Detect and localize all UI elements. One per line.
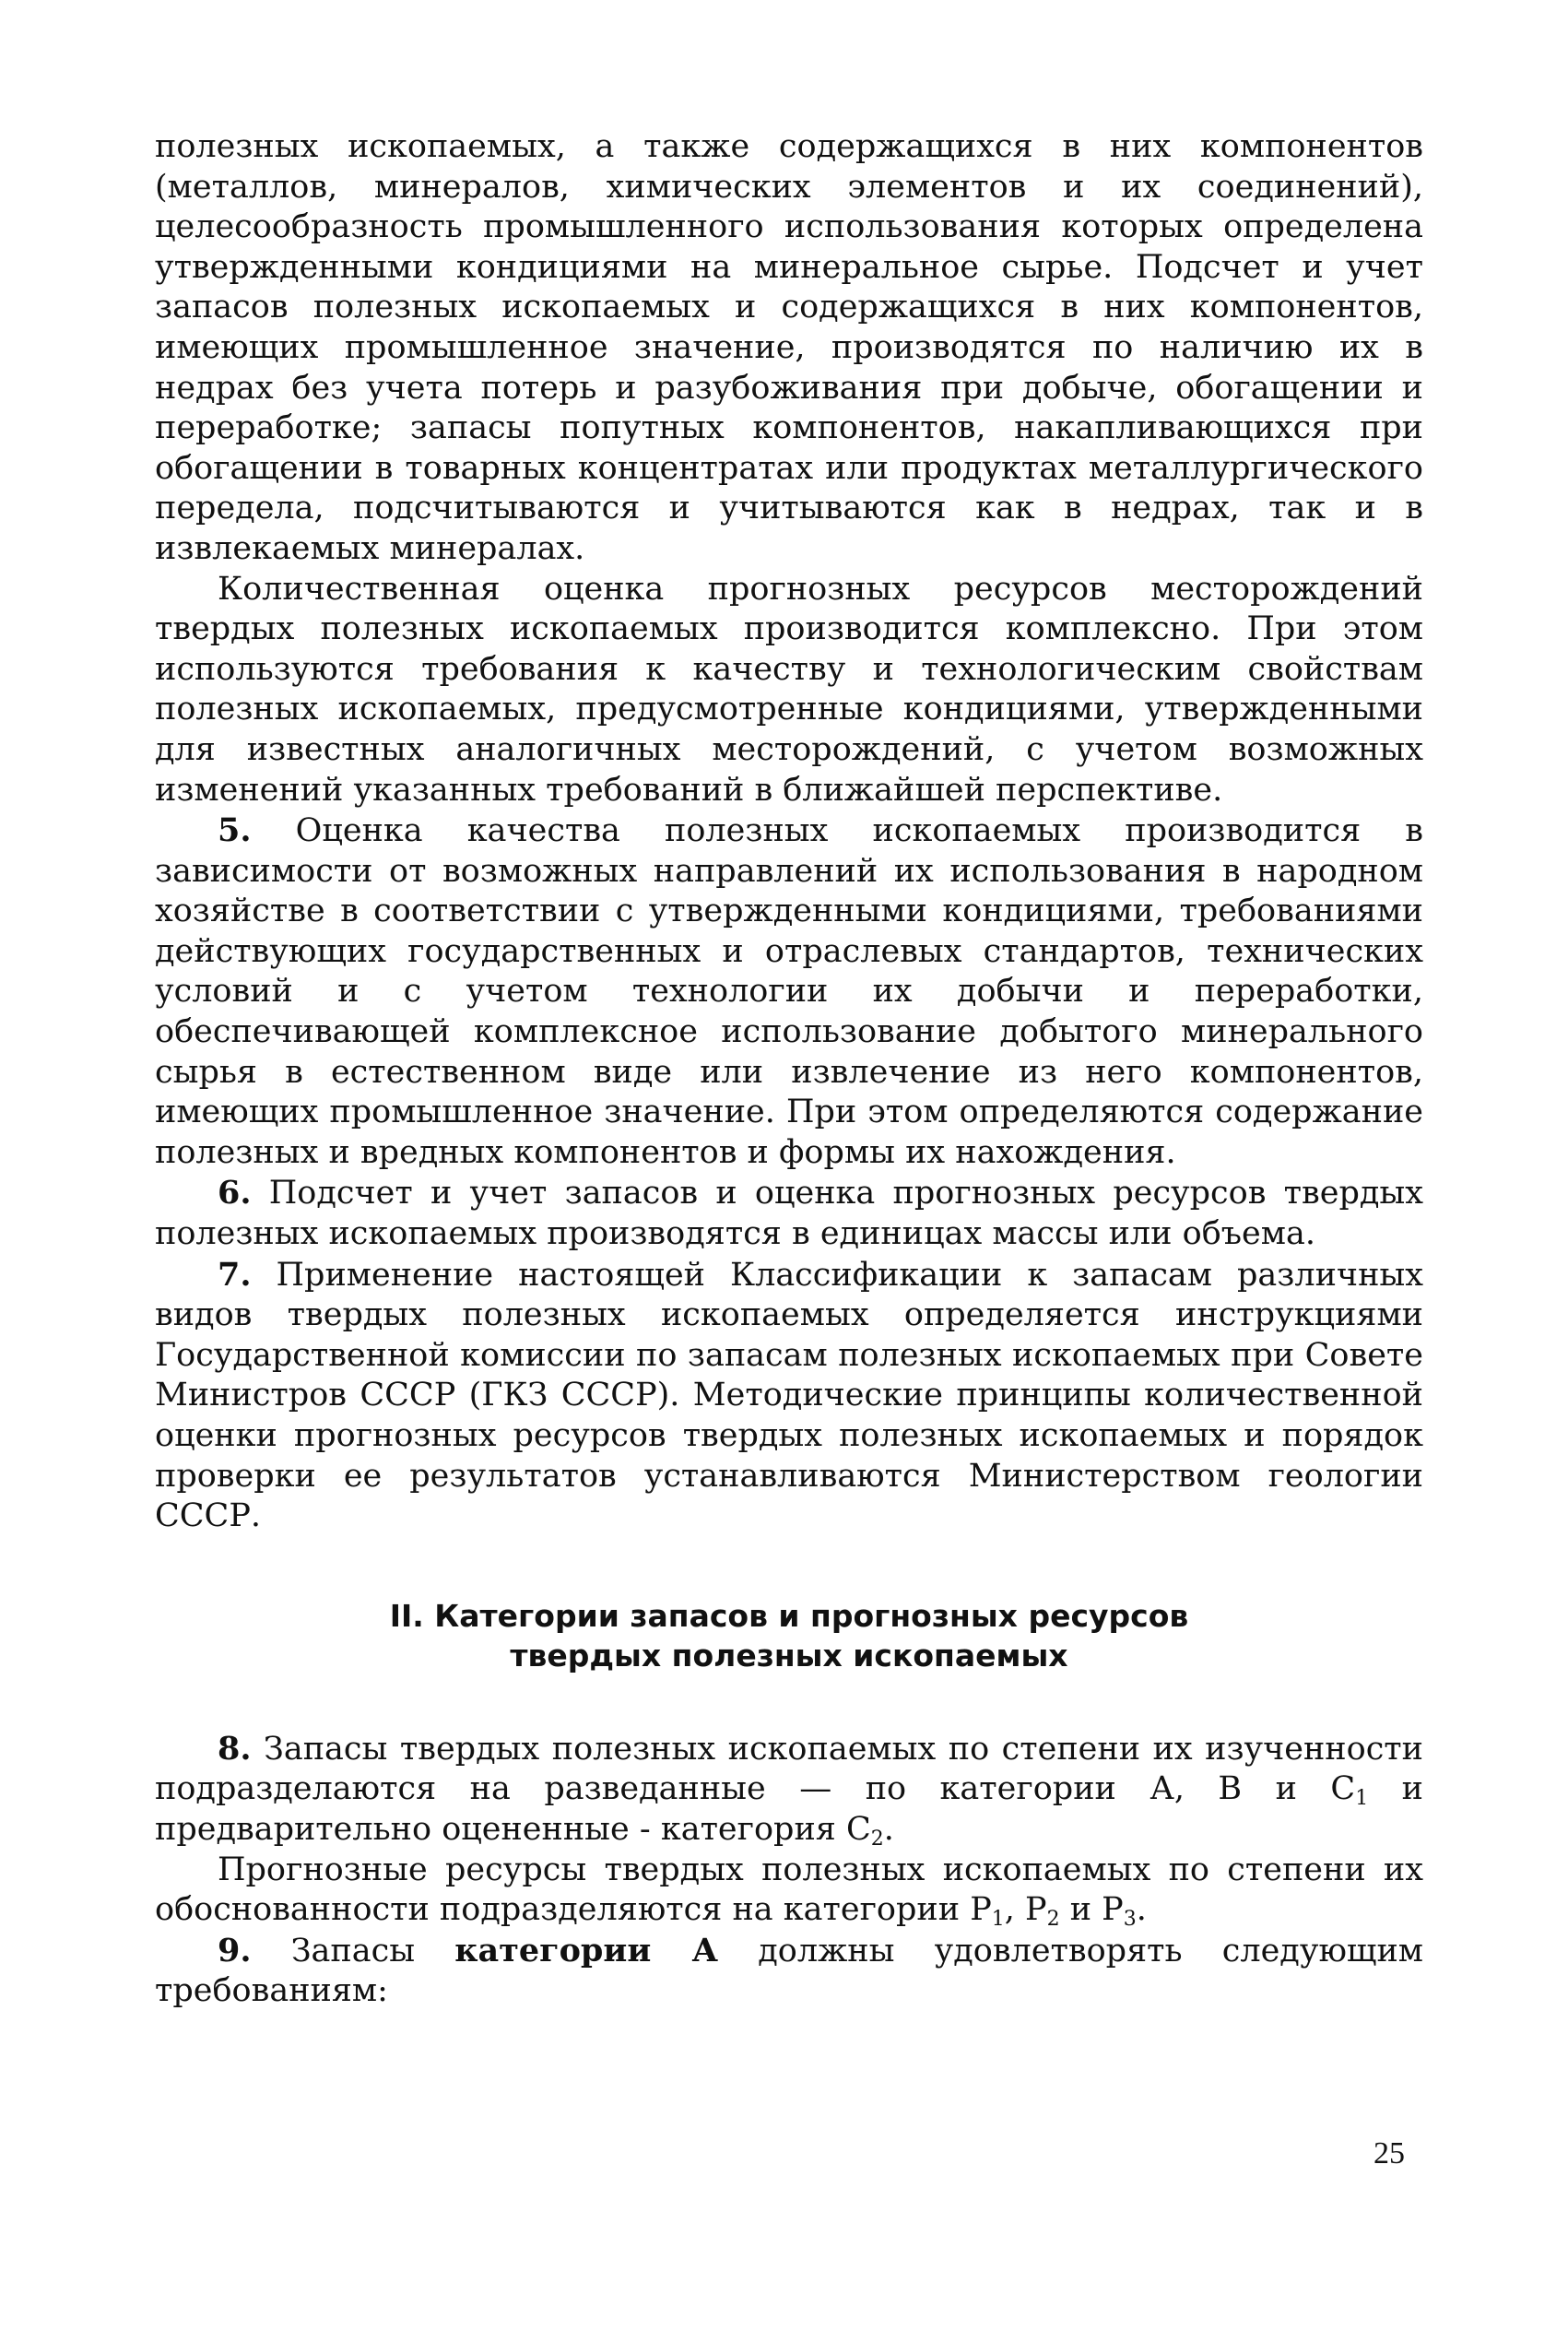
clause-text: Запасы <box>251 1932 455 1969</box>
paragraph-intro-continuation: полезных ископаемых, а также содержащихся в них компонентов (металлов, минералов, химических элементов и их соединений), целесообразность промышленного использования которых определена утвержденными кондициями на минеральное сырье. Подсчет и учет запасов полезных ископаемых и содержащихся в них компонентов, имеющих промышленное значение, производятся по наличию их в недрах без учета потерь и разубоживания при добыче, обогащении и переработке; запасы попутных компонентов, накапливающихся при обогащении в товарных концентратах или продуктах металлургического передела, подсчитываются и учитываются как в недрах, так и в извлекаемых минералах. <box>155 128 1423 567</box>
clause-text: и предварительно оцененные - категория С <box>155 1770 1423 1848</box>
clause-6 <box>155 1173 1423 1254</box>
clause-8 <box>155 1729 1423 1851</box>
paragraph-text: . <box>1136 1891 1147 1929</box>
subscript: 2 <box>1046 1908 1060 1932</box>
subscript: 3 <box>1123 1908 1137 1932</box>
clause-text: . <box>883 1810 894 1848</box>
clause-9 <box>155 1931 1423 2012</box>
document-page <box>155 127 1423 2012</box>
clause-text: должны удовлетворять следующим требованиям: <box>155 1932 1424 2010</box>
clause-number: 8. <box>218 1729 252 1768</box>
paragraph-forecast-categories <box>155 1851 1423 1931</box>
clause-text: Подсчет и учет запасов и оценка прогнозных ресурсов твердых полезных ископаемых производятся в единицах массы или объема. <box>155 1175 1423 1253</box>
clause-number: 9. <box>218 1931 252 1969</box>
clause-number: 6. <box>218 1174 252 1212</box>
paragraph-text: , Р <box>1004 1891 1047 1929</box>
clause-7 <box>155 1255 1423 1537</box>
section-heading-line-1: II. Категории запасов и прогнозных ресурсов <box>389 1597 1189 1634</box>
clause-number: 7. <box>218 1255 252 1294</box>
clause-text: Оценка качества полезных ископаемых производится в зависимости от возможных направлений их использования в народном хозяйстве в соответствии с утвержденными кондициями, требованиями действующих государственных и отраслевых стандартов, технических условий и с учетом технологии их добычи и переработки, обеспечивающей комплексное использование добытого минерального сырья в естественном виде или извлечение из него компонентов, имеющих промышленное значение. При этом определяются содержание полезных и вредных компонентов и формы их нахождения. <box>155 812 1423 1171</box>
section-heading <box>155 1596 1423 1675</box>
section-heading-line-2: твердых полезных ископаемых <box>510 1637 1068 1674</box>
page-number: 25 <box>1373 2136 1405 2170</box>
clause-text: Запасы твердых полезных ископаемых по степени их изученности подразделаются на разведанные — по категории А, В и С <box>155 1730 1423 1808</box>
paragraph-text: Прогнозные ресурсы твердых полезных ископаемых по степени их обоснованности подразделяются на категории Р <box>155 1851 1423 1929</box>
bold-term: категории А <box>454 1931 719 1969</box>
paragraph-forecast-resources-assessment: Количественная оценка прогнозных ресурсов месторождений твердых полезных ископаемых производится комплексно. При этом используются требования к качеству и технологическим свойствам полезных ископаемых, предусмотренные кондициями, утвержденными для известных аналогичных месторождений, с учетом возможных изменений указанных требований в ближайшей перспективе. <box>155 570 1423 809</box>
paragraph-text: и Р <box>1059 1891 1124 1929</box>
subscript: 2 <box>870 1827 884 1851</box>
clause-text: Применение настоящей Классификации к запасам различных видов твердых полезных ископаемых определяется инструкциями Государственной комиссии по запасам полезных ископаемых при Совете Министров СССР (ГКЗ СССР). Методические принципы количественной оценки прогнозных ресурсов твердых полезных ископаемых и порядок проверки ее результатов устанавливаются Министерством геологии СССР. <box>155 1256 1423 1535</box>
subscript: 1 <box>991 1908 1005 1932</box>
subscript: 1 <box>1355 1787 1369 1811</box>
clause-number: 5. <box>218 811 252 850</box>
clause-5 <box>155 810 1423 1173</box>
